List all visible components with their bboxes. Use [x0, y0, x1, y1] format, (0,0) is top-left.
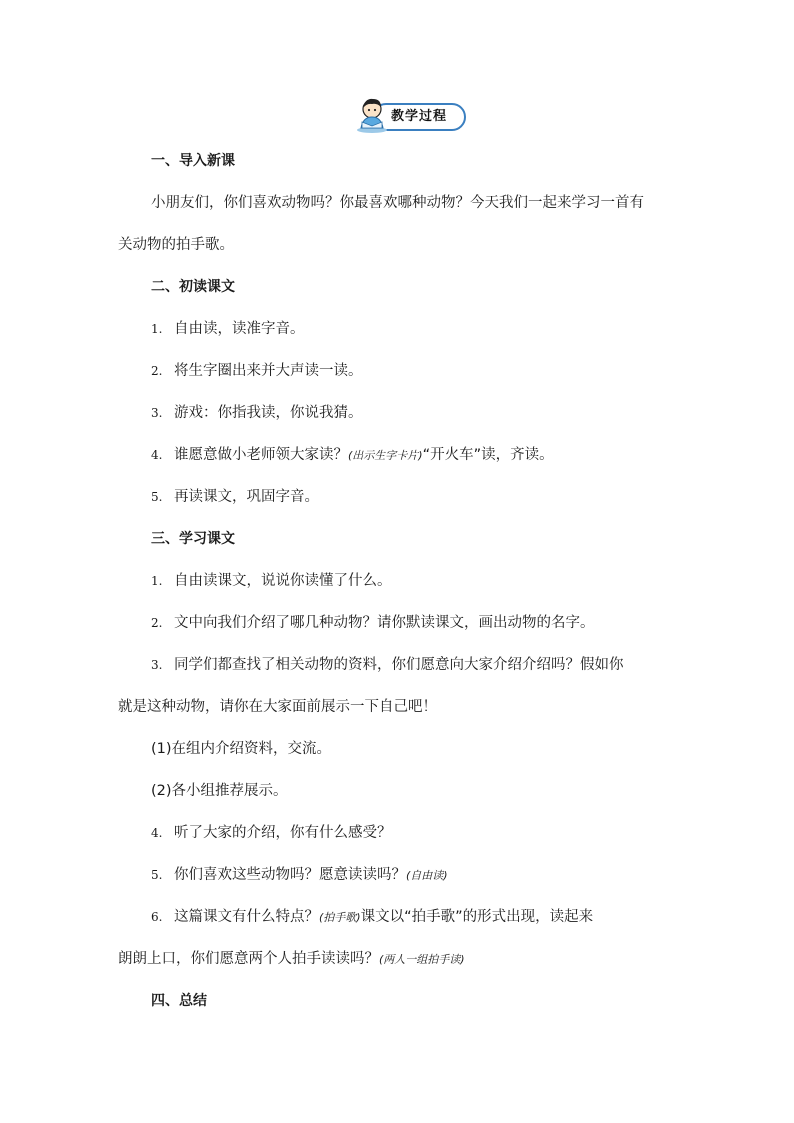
list-item: 2. 文中向我们介绍了哪几种动物？请你默读课文，画出动物的名字。: [151, 615, 595, 631]
list-item: 4. 谁愿意做小老师领大家读？(出示生字卡片)“开火车”读，齐读。: [151, 447, 554, 463]
list-item: 4. 听了大家的介绍，你有什么感受？: [151, 825, 392, 841]
teacher-note: (出示生字卡片): [348, 449, 423, 462]
list-item: 5. 再读课文，巩固字音。: [151, 489, 319, 505]
teaching-process-badge: [355, 94, 467, 136]
badge-label: 教学过程: [391, 109, 448, 124]
list-item: 3. 同学们都查找了相关动物的资料，你们愿意向大家介绍介绍吗？假如你: [151, 657, 624, 673]
teacher-note: (拍手歌): [319, 911, 361, 924]
section-heading-summary: 四、总结: [151, 993, 207, 1009]
teacher-note: (自由读): [406, 869, 448, 882]
list-item: 6. 这篇课文有什么特点？(拍手歌)课文以“拍手歌”的形式出现，读起来: [151, 909, 594, 925]
list-item: 1. 自由读，读准字音。: [151, 321, 305, 337]
section-heading-study-text: 三、学习课文: [151, 531, 235, 547]
teacher-note: (两人一组拍手读): [379, 953, 465, 966]
section-heading-first-reading: 二、初读课文: [151, 279, 235, 295]
list-item: (1)在组内介绍资料，交流。: [151, 741, 332, 757]
list-item: 2. 将生字圈出来并大声读一读。: [151, 363, 363, 379]
list-item-continuation: 朗朗上口，你们愿意两个人拍手读读吗？(两人一组拍手读): [118, 951, 465, 967]
list-item: 5. 你们喜欢这些动物吗？愿意读读吗？(自由读): [151, 867, 448, 883]
list-item: (2)各小组推荐展示。: [151, 783, 288, 799]
document-body: [118, 140, 678, 1022]
intro-paragraph-line1: 小朋友们，你们喜欢动物吗？你最喜欢哪种动物？今天我们一起来学习一首有: [151, 195, 644, 211]
list-item: 3. 游戏：你指我读，你说我猜。: [151, 405, 363, 421]
list-item-continuation: 就是这种动物，请你在大家面前展示一下自己吧！: [118, 699, 437, 715]
intro-paragraph-line2: 关动物的拍手歌。: [118, 237, 234, 253]
list-item: 1. 自由读课文，说说你读懂了什么。: [151, 573, 392, 589]
section-heading-intro: 一、导入新课: [151, 153, 235, 169]
